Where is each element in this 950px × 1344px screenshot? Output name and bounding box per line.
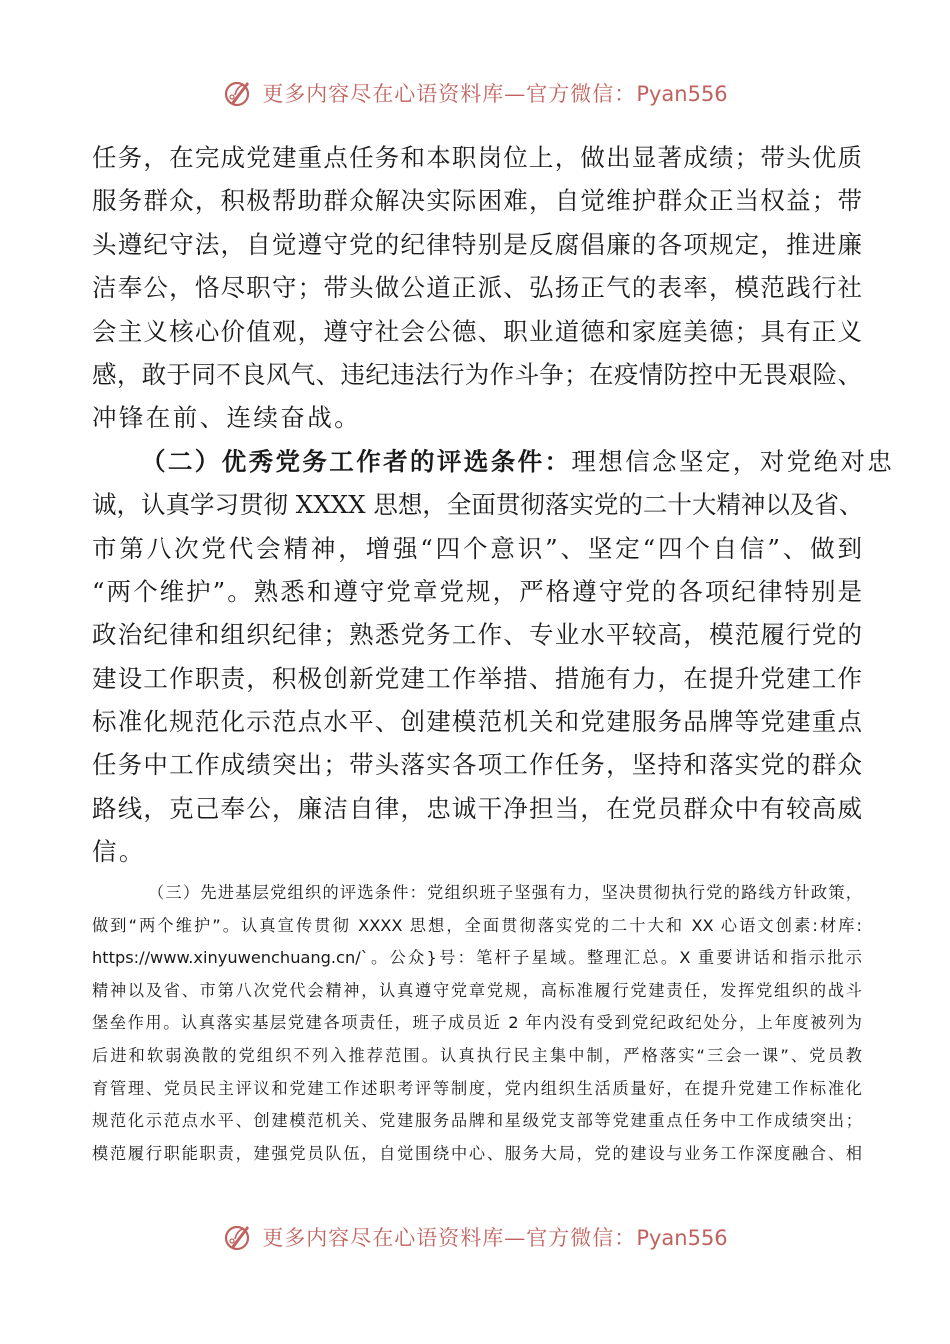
watermark-label: 更多内容尽在心语资料库—官方微信：	[262, 82, 637, 106]
watermark-wechat-id: Pyan556	[636, 82, 728, 106]
section2-line: 建设工作职责，积极创新党建工作举措、措施有力，在提升党建工作	[92, 663, 862, 693]
body-line: 冲锋在前、连续奋战。	[92, 403, 361, 433]
section2-line: 标准化规范化示范点水平、创建模范机关和党建服务品牌等党建重点	[92, 707, 862, 737]
section2-line: 信。	[92, 837, 146, 867]
section3-line: 模范履行职能职责，建强党员队伍，自觉围绕中心、服务大局，党的建设与业务工作深度融合、相	[92, 1143, 862, 1163]
body-line: 会主义核心价值观，遵守社会公德、职业道德和家庭美德；具有正义	[92, 316, 862, 346]
footer-watermark	[0, 1217, 950, 1257]
section2-line: 任务中工作成绩突出；带头落实各项工作任务，坚持和落实党的群众	[92, 750, 862, 780]
body-line: 洁奉公，恪尽职守；带头做公道正派、弘扬正气的表率，模范践行社	[92, 273, 862, 303]
section2-line: 政治纪律和组织纪律；熟悉党务工作、专业水平较高，模范履行党的	[92, 620, 862, 650]
body-line: 感，敢于同不良风气、违纪违法行为作斗争；在疫情防控中无畏艰险、	[92, 359, 862, 389]
header-watermark	[0, 73, 950, 113]
section3-line: （三）先进基层党组织的评选条件：党组织班子坚强有力，坚决贯彻执行党的路线方针政策，	[148, 883, 862, 902]
quill-pen-logo-icon	[222, 77, 254, 109]
body-line: 任务，在完成党建重点任务和本职岗位上，做出显著成绩；带头优质	[92, 143, 862, 172]
section3-line: 做到“两个维护”。认真宣传贯彻 XXXX 思想，全面贯彻落实党的二十大和 XX 心语文创素:材库:	[92, 915, 862, 935]
section3-line: 育管理、党员民主评议和党建工作述职考评等制度，党内组织生活质量好，在提升党建工作标准化	[92, 1078, 862, 1098]
section2-first-line-text: 理想信念坚定，对党绝对忠	[571, 446, 895, 476]
watermark-text	[262, 1222, 727, 1252]
section3-line: https://www.xinyuwenchuang.cn/`。公众}号：笔杆子星域。整理汇总。X 重要讲话和指示批示	[92, 948, 862, 968]
section2-line: 路线，克己奉公，廉洁自律，忠诚干净担当，在党员群众中有较高威	[92, 793, 862, 823]
watermark-wechat-id: Pyan556	[636, 1226, 728, 1250]
section3-line: 规范化示范点水平、创建模范机关、党建服务品牌和星级党支部等党建重点任务中工作成绩突出；	[92, 1111, 862, 1131]
section3-line: 后进和软弱涣散的党组织不列入推荐范围。认真执行民主集中制，严格落实“三会一课”、党员教	[92, 1045, 862, 1065]
section2-line: “两个维护”。熟悉和遵守党章党规，严格遵守党的各项纪律特别是	[92, 576, 862, 606]
section2-line: 市第八次党代会精神，增强“四个意识”、坚定“四个自信”、做到	[92, 533, 862, 563]
watermark-text	[262, 78, 727, 108]
section2-line: 诚，认真学习贯彻 XXXX 思想，全面贯彻落实党的二十大精神以及省、	[92, 490, 864, 520]
quill-pen-logo-icon	[222, 1221, 254, 1253]
body-line: 头遵纪守法，自觉遵守党的纪律特别是反腐倡廉的各项规定，推进廉	[92, 229, 862, 259]
section3-line: 精神以及省、市第八次党代会精神，认真遵守党章党规，高标准履行党建责任，发挥党组织的战斗	[92, 980, 862, 1000]
section2-first-line	[92, 440, 895, 483]
document-body	[92, 136, 895, 874]
section2-heading: （二）优秀党务工作者的评选条件：	[141, 446, 572, 476]
section3-line: 堡垒作用。认真落实基层党建各项责任，班子成员近 2 年内没有受到党纪政纪处分，上年度被列为	[92, 1013, 862, 1033]
body-line: 服务群众，积极帮助群众解决实际困难，自觉维护群众正当权益；带	[92, 186, 862, 216]
watermark-label: 更多内容尽在心语资料库—官方微信：	[262, 1226, 637, 1250]
section3-body	[92, 877, 862, 1170]
